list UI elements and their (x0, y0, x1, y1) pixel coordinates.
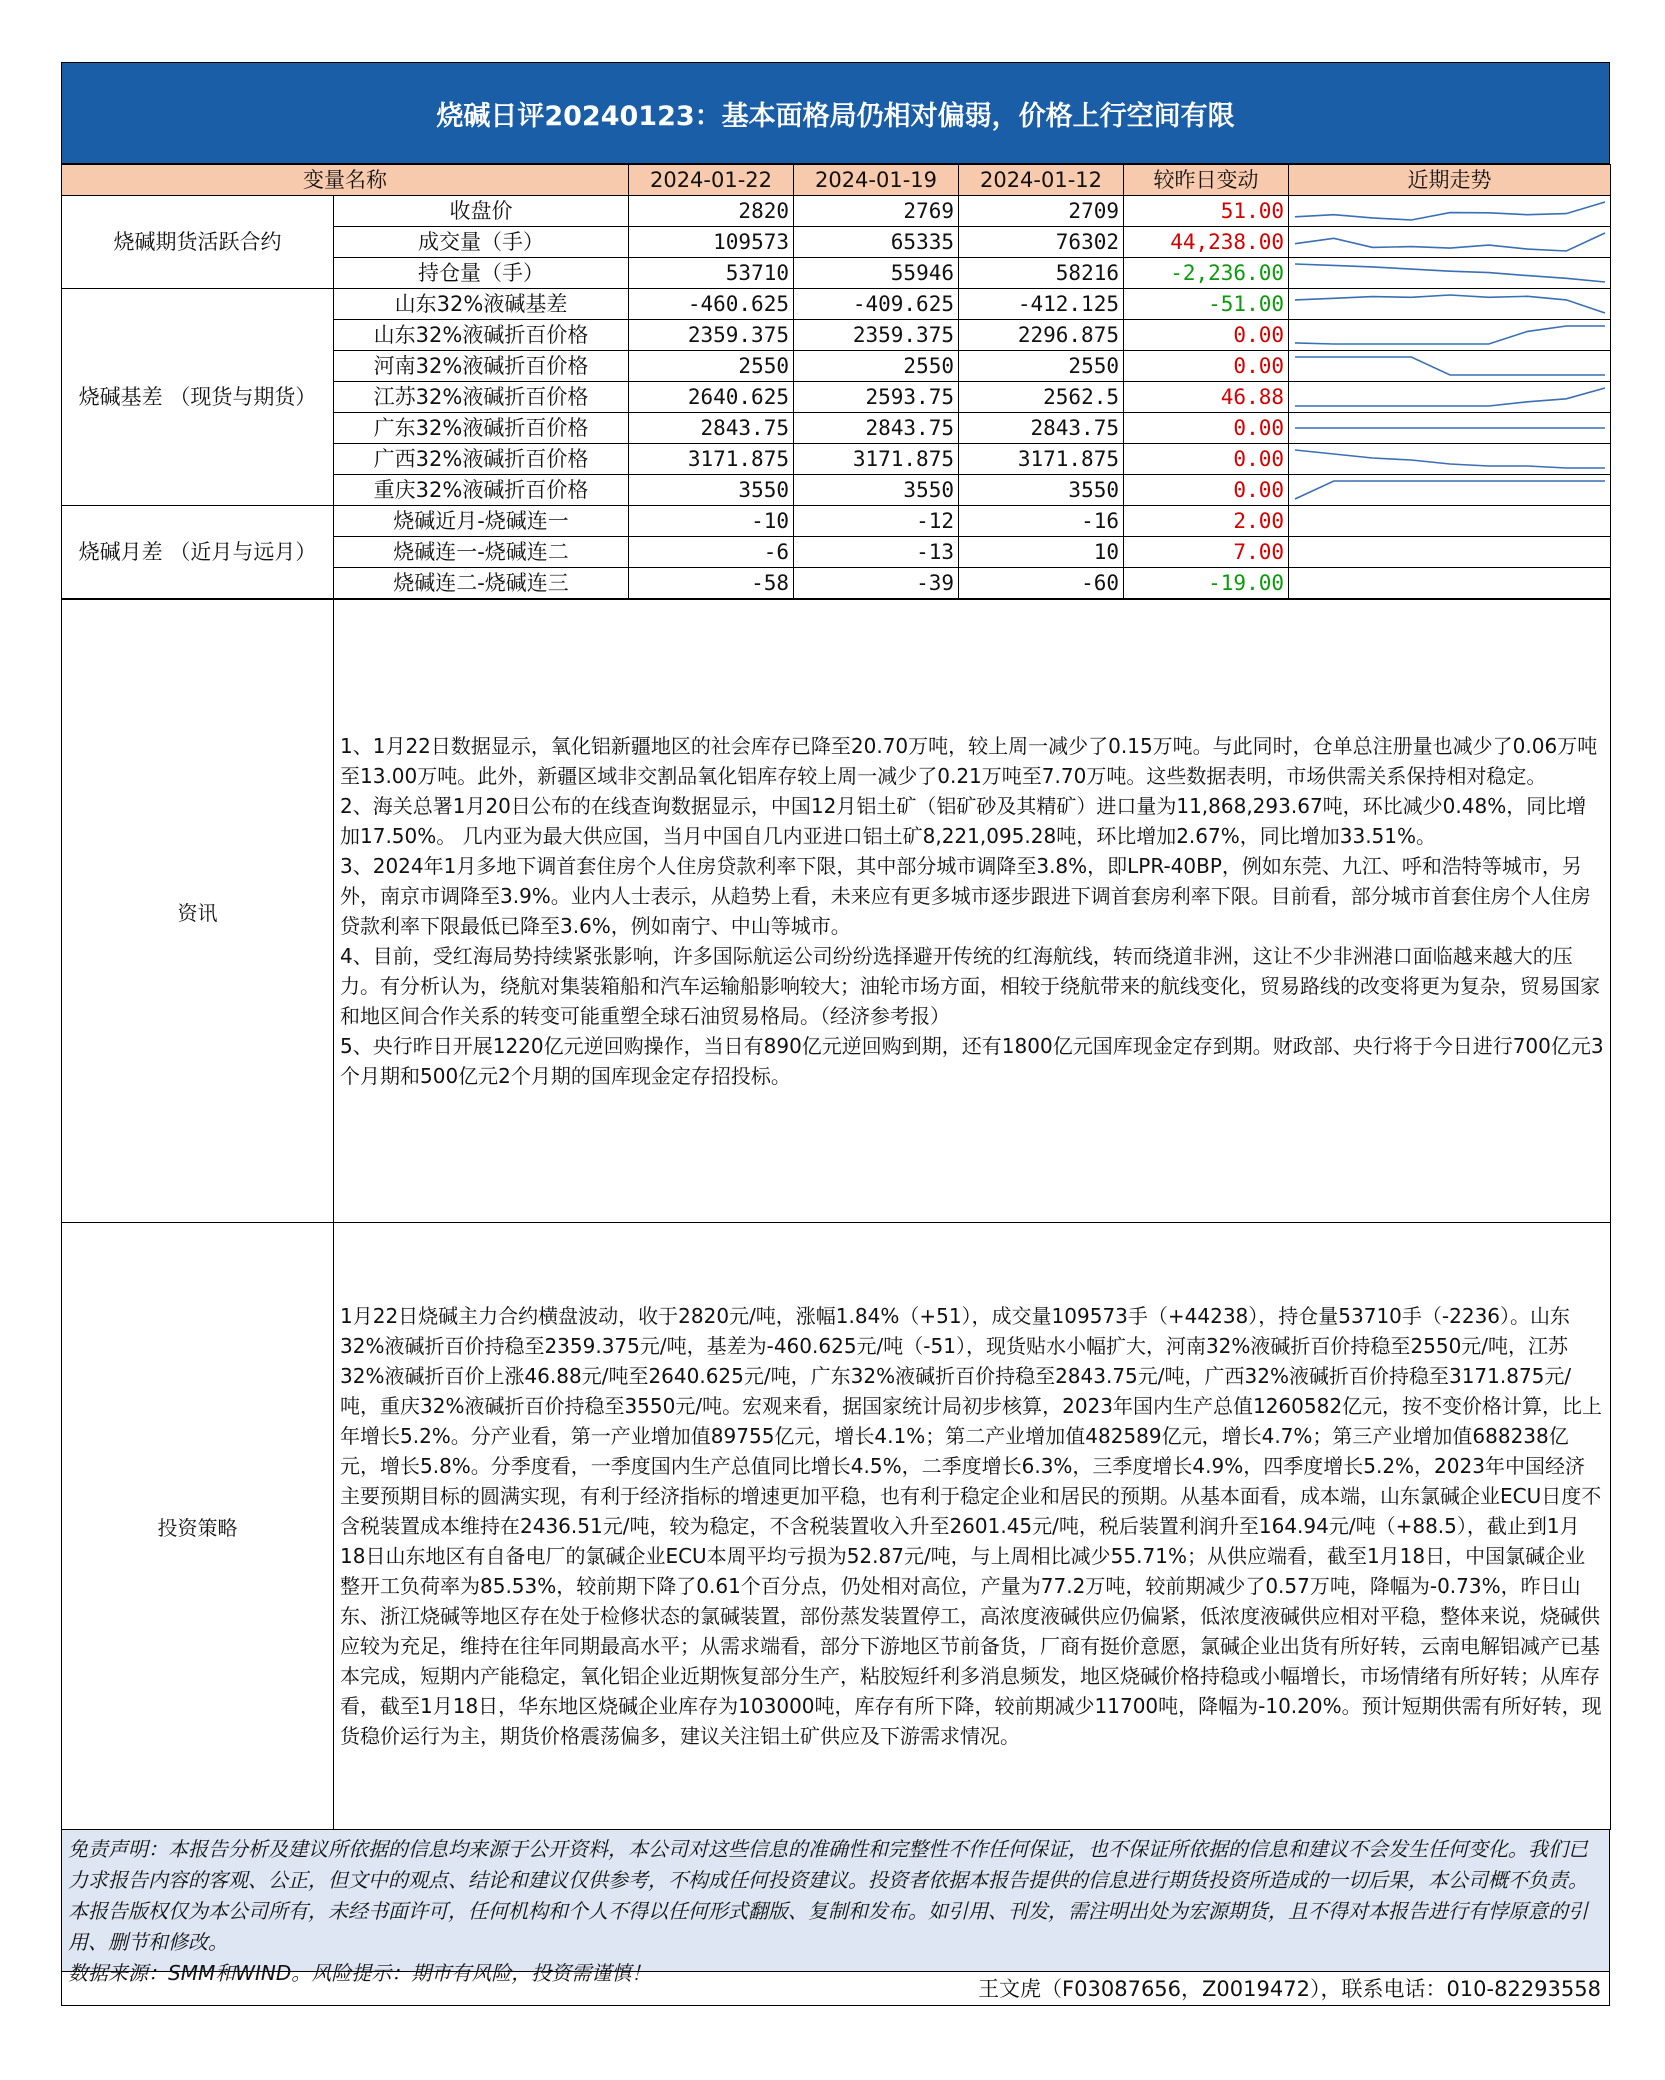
sparkline-path (1295, 481, 1605, 499)
value-cell: 2296.875 (959, 320, 1124, 351)
change-cell: 51.00 (1124, 196, 1289, 227)
sparkline-path (1295, 450, 1605, 468)
value-cell: 2769 (794, 196, 959, 227)
change-cell: 0.00 (1124, 444, 1289, 475)
report-sheet (61, 62, 1610, 2006)
data-table (61, 164, 1611, 599)
news-content (334, 600, 1611, 1223)
table-row (62, 289, 1611, 320)
value-cell: -10 (629, 506, 794, 537)
strategy-label: 投资策略 (62, 1223, 334, 1830)
value-cell: -13 (794, 537, 959, 568)
sparkline-path (1295, 326, 1605, 344)
trend-cell (1289, 351, 1611, 382)
value-cell: 2843.75 (629, 413, 794, 444)
strategy-content (334, 1223, 1611, 1830)
value-cell: 2359.375 (629, 320, 794, 351)
sparkline (1289, 382, 1611, 412)
sparkline-path (1295, 388, 1605, 406)
variable-name: 烧碱近月-烧碱连一 (334, 506, 629, 537)
author-contact: 王文虎（F03087656，Z0019472），联系电话：010-82293558 (61, 1972, 1610, 2006)
variable-name: 山东32%液碱基差 (334, 289, 629, 320)
value-cell: -460.625 (629, 289, 794, 320)
sparkline (1289, 227, 1611, 257)
value-cell: 76302 (959, 227, 1124, 258)
change-cell: 46.88 (1124, 382, 1289, 413)
header-trend: 近期走势 (1289, 165, 1611, 196)
value-cell: 55946 (794, 258, 959, 289)
report-title: 烧碱日评20240123：基本面格局仍相对偏弱，价格上行空间有限 (61, 62, 1610, 164)
sparkline-path (1295, 357, 1605, 375)
value-cell: 3171.875 (629, 444, 794, 475)
value-cell: 2550 (959, 351, 1124, 382)
group-label: 烧碱基差 （现货与期货） (62, 289, 334, 506)
trend-cell (1289, 227, 1611, 258)
change-cell: -19.00 (1124, 568, 1289, 599)
change-cell: 0.00 (1124, 475, 1289, 506)
value-cell: 65335 (794, 227, 959, 258)
change-cell: 2.00 (1124, 506, 1289, 537)
trend-cell (1289, 258, 1611, 289)
value-cell: 2550 (794, 351, 959, 382)
news-row (62, 600, 1611, 1223)
sparkline (1289, 258, 1611, 288)
trend-cell (1289, 444, 1611, 475)
value-cell: 3550 (959, 475, 1124, 506)
news-paragraph-1: 1、1月22日数据显示，氧化铝新疆地区的社会库存已降至20.70万吨，较上周一减少了0.15万吨。与此同时，仓单总注册量也减少了0.06万吨至13.00万吨。此外，新疆区域非交割品氧化铝库存较上周一减少了0.21万吨至7.70万吨。这些数据表明，市场供需关系保持相对稳定。 (340, 734, 1598, 788)
text-table (61, 599, 1611, 1830)
disclaimer (61, 1830, 1610, 1985)
trend-cell (1289, 413, 1611, 444)
value-cell: -412.125 (959, 289, 1124, 320)
table-header-row (62, 165, 1611, 196)
value-cell: 2593.75 (794, 382, 959, 413)
news-label: 资讯 (62, 600, 334, 1223)
header-variable: 变量名称 (62, 165, 629, 196)
variable-name: 成交量（手） (334, 227, 629, 258)
news-paragraph-4: 4、目前，受红海局势持续紧张影响，许多国际航运公司纷纷选择避开传统的红海航线，转而绕道非洲，这让不少非洲港口面临越来越大的压力。有分析认为，绕航对集装箱船和汽车运输船影响较大；油轮市场方面，相较于绕航带来的航线变化，贸易路线的改变将更为复杂，贸易国家和地区间合作关系的转变可能重塑全球石油贸易格局。（经济参考报） (340, 944, 1600, 1028)
header-change: 较昨日变动 (1124, 165, 1289, 196)
variable-name: 持仓量（手） (334, 258, 629, 289)
variable-name: 收盘价 (334, 196, 629, 227)
sparkline-path (1295, 202, 1605, 220)
value-cell: 3550 (629, 475, 794, 506)
sparkline (1289, 320, 1611, 350)
disclaimer-text: 免责声明：本报告分析及建议所依据的信息均来源于公开资料，本公司对这些信息的准确性和完整性不作任何保证，也不保证所依据的信息和建议不会发生任何变化。我们已力求报告内容的客观、公正，但文中的观点、结论和建议仅供参考，不构成任何投资建议。投资者依据本报告提供的信息进行期货投资所造成的一切后果，本公司概不负责。本报告版权仅为本公司所有，未经书面许可，任何机构和个人不得以任何形式翻版、复制和发布。如引用、刊发，需注明出处为宏源期货，且不得对本报告进行有悖原意的引用、删节和修改。 (68, 1837, 1588, 1954)
value-cell: -60 (959, 568, 1124, 599)
value-cell: -409.625 (794, 289, 959, 320)
sparkline (1289, 196, 1611, 226)
value-cell: 2820 (629, 196, 794, 227)
sparkline (1289, 413, 1611, 443)
change-cell: 0.00 (1124, 351, 1289, 382)
sparkline (1289, 444, 1611, 474)
data-source-note: 数据来源：SMM和WIND。风险提示：期市有风险，投资需谨慎！ (68, 1961, 652, 1985)
change-cell: -51.00 (1124, 289, 1289, 320)
trend-cell (1289, 382, 1611, 413)
trend-cell (1289, 289, 1611, 320)
value-cell: -39 (794, 568, 959, 599)
variable-name: 江苏32%液碱折百价格 (334, 382, 629, 413)
change-cell: -2,236.00 (1124, 258, 1289, 289)
sparkline (1289, 475, 1611, 505)
value-cell: 10 (959, 537, 1124, 568)
trend-cell (1289, 196, 1611, 227)
news-paragraph-2: 2、海关总署1月20日公布的在线查询数据显示，中国12月铝土矿（铝矿砂及其精矿）进口量为11,868,293.67吨，环比减少0.48%，同比增加17.50%。 几内亚为最大供应国，当月中国自几内亚进口铝土矿8,221,095.28吨，环比增加2.67%，同比增加33.51%。 (340, 794, 1587, 848)
value-cell: -58 (629, 568, 794, 599)
trend-cell (1289, 568, 1611, 599)
sparkline-path (1295, 295, 1605, 313)
header-date-3: 2024-01-12 (959, 165, 1124, 196)
value-cell: 2562.5 (959, 382, 1124, 413)
trend-cell (1289, 537, 1611, 568)
sparkline-path (1295, 233, 1605, 251)
value-cell: 2550 (629, 351, 794, 382)
sparkline (1289, 289, 1611, 319)
group-label: 烧碱月差 （近月与远月） (62, 506, 334, 599)
value-cell: 58216 (959, 258, 1124, 289)
change-cell: 0.00 (1124, 413, 1289, 444)
change-cell: 44,238.00 (1124, 227, 1289, 258)
news-paragraph-3: 3、2024年1月多地下调首套住房个人住房贷款利率下限，其中部分城市调降至3.8%，即LPR-40BP，例如东莞、九江、呼和浩特等城市，另外，南京市调降至3.9%。业内人士表示，从趋势上看，未来应有更多城市逐步跟进下调首套房利率下限。目前看，部分城市首套住房个人住房贷款利率下限最低已降至3.6%，例如南宁、中山等城市。 (340, 854, 1591, 938)
trend-cell (1289, 475, 1611, 506)
value-cell: 3550 (794, 475, 959, 506)
variable-name: 烧碱连一-烧碱连二 (334, 537, 629, 568)
strategy-row (62, 1223, 1611, 1830)
strategy-text: 1月22日烧碱主力合约横盘波动，收于2820元/吨，涨幅1.84%（+51），成交量109573手（+44238），持仓量53710手（-2236）。山东32%液碱折百价持稳至2359.375元/吨，基差为-460.625元/吨（-51），现货贴水小幅扩大，河南32%液碱折百价持稳至2550元/吨，江苏32%液碱折百价上涨46.88元/吨至2640.625元/吨，广东32%液碱折百价持稳至2843.75元/吨，广西32%液碱折百价持稳至3171.875元/吨，重庆32%液碱折百价持稳至3550元/吨。宏观来看，据国家统计局初步核算，2023年国内生产总值1260582亿元，按不变价格计算，比上年增长5.2%。分产业看，第一产业增加值89755亿元，增长4.1%；第二产业增加值482589亿元，增长4.7%；第三产业增加值688238亿元，增长5.8%。分季度看，一季度国内生产总值同比增长4.5%，二季度增长6.3%，三季度增长4.9%，四季度增长5.2%，2023年中国经济主要预期目标的圆满实现，有利于经济指标的增速更加平稳，也有利于稳定企业和居民的预期。从基本面看，成本端，山东氯碱企业ECU日度不含税装置成本维持在2436.51元/吨，较为稳定，不含税装置收入升至2601.45元/吨，税后装置利润升至164.94元/吨（+88.5），截止到1月18日山东地区有自备电厂的氯碱企业ECU本周平均亏损为52.87元/吨，与上周相比减少55.71%；从供应端看，截至1月18日，中国氯碱企业整开工负荷率为85.53%，较前期下降了0.61个百分点，仍处相对高位，产量为77.2万吨，较前期减少了0.57万吨，降幅为-0.73%，昨日山东、浙江烧碱等地区存在处于检修状态的氯碱装置，部份蒸发装置停工，高浓度液碱供应仍偏紧，低浓度液碱供应相对平稳，整体来说，烧碱供应较为充足，维持在往年同期最高水平；从需求端看，部分下游地区节前备货，厂商有挺价意愿，氯碱企业出货有所好转，云南电解铝减产已基本完成，短期内产能稳定，氧化铝企业近期恢复部分生产，粘胶短纤利多消息频发，地区烧碱价格持稳或小幅增长，市场情绪有所好转；从库存看，截至1月18日，华东地区烧碱企业库存为103000吨，库存有所下降，较前期减少11700吨，降幅为-10.20%。预计短期供需有所好转，现货稳价运行为主，期货价格震荡偏多，建议关注铝土矿供应及下游需求情况。 (340, 1304, 1603, 1748)
variable-name: 广西32%液碱折百价格 (334, 444, 629, 475)
sparkline-path (1295, 264, 1605, 282)
value-cell: 2843.75 (959, 413, 1124, 444)
value-cell: 53710 (629, 258, 794, 289)
value-cell: -6 (629, 537, 794, 568)
group-label: 烧碱期货活跃合约 (62, 196, 334, 289)
value-cell: 3171.875 (959, 444, 1124, 475)
trend-cell (1289, 506, 1611, 537)
value-cell: 2709 (959, 196, 1124, 227)
table-row (62, 196, 1611, 227)
trend-cell (1289, 320, 1611, 351)
value-cell: 109573 (629, 227, 794, 258)
value-cell: 2640.625 (629, 382, 794, 413)
header-date-2: 2024-01-19 (794, 165, 959, 196)
variable-name: 河南32%液碱折百价格 (334, 351, 629, 382)
table-row (62, 506, 1611, 537)
variable-name: 烧碱连二-烧碱连三 (334, 568, 629, 599)
variable-name: 广东32%液碱折百价格 (334, 413, 629, 444)
variable-name: 山东32%液碱折百价格 (334, 320, 629, 351)
value-cell: 3171.875 (794, 444, 959, 475)
change-cell: 7.00 (1124, 537, 1289, 568)
value-cell: -12 (794, 506, 959, 537)
value-cell: 2843.75 (794, 413, 959, 444)
sparkline (1289, 351, 1611, 381)
value-cell: 2359.375 (794, 320, 959, 351)
header-date-1: 2024-01-22 (629, 165, 794, 196)
variable-name: 重庆32%液碱折百价格 (334, 475, 629, 506)
news-paragraph-5: 5、央行昨日开展1220亿元逆回购操作，当日有890亿元逆回购到期，还有1800亿元国库现金定存到期。财政部、央行将于今日进行700亿元3个月期和500亿元2个月期的国库现金定存招投标。 (340, 1034, 1604, 1088)
change-cell: 0.00 (1124, 320, 1289, 351)
value-cell: -16 (959, 506, 1124, 537)
